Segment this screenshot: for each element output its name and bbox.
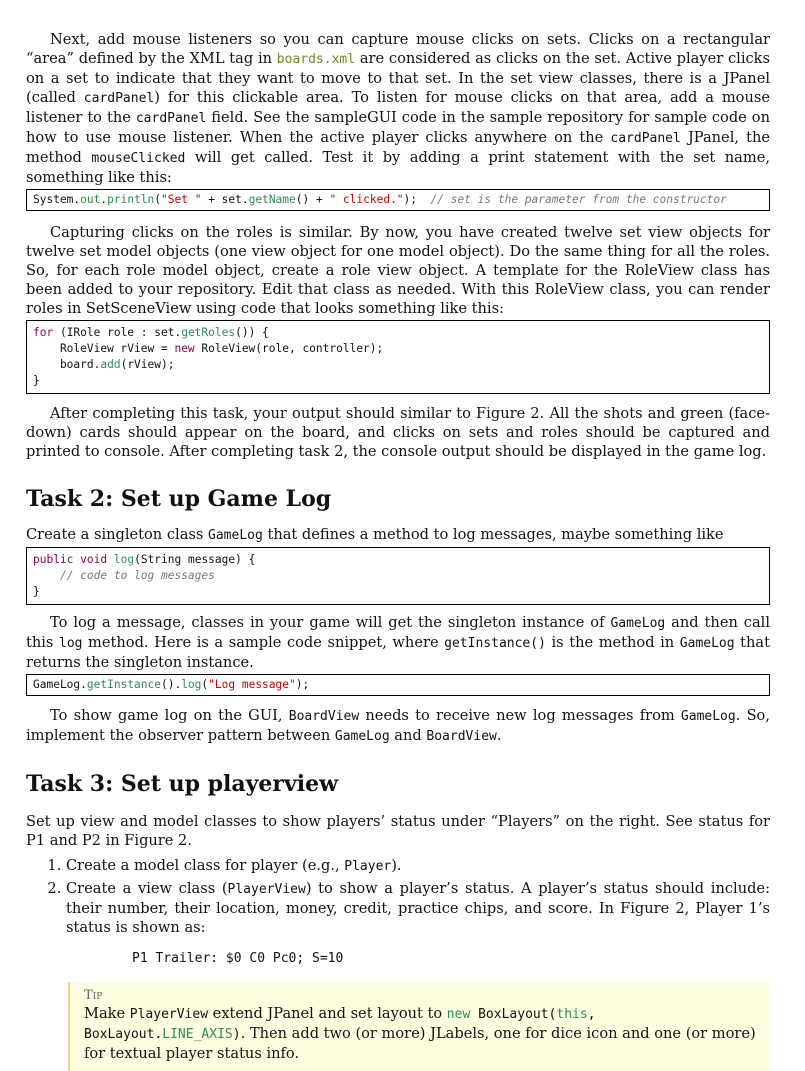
list-item: 1. Create a model class for player (e.g., Player).: [66, 856, 770, 876]
code-block-roles: for (IRole role : set.getRoles()) { RoleView rView = new RoleView(role, controller); board.add(rView); }: [26, 320, 770, 394]
code-block-println: System.out.println("Set " + set.getName() + " clicked."); // set is the parameter from the constructor: [26, 189, 770, 211]
paragraph-gamelog-intro: Create a singleton class GameLog that defines a method to log messages, maybe something like: [26, 526, 724, 543]
inline-code: cardPanel: [135, 111, 207, 126]
inline-code: cardPanel: [83, 91, 155, 106]
tip-box: [68, 982, 770, 1071]
paragraph-roles: Capturing clicks on the roles is similar. By now, you have created twelve set view objects for twelve set model objects (one view object for one model object). Do the same thing for all the roles. So, for each role model object, create a role view object. A template for the RoleView class has been added to your repository. Edit that class as needed. With this RoleView class, you can render roles in SetSceneView using code that looks something like this:: [26, 224, 770, 317]
paragraph-mouse-listeners: Next, add mouse listeners so you can capture mouse clicks on sets. Clicks on a rectangular “area” defined by the XML tag in boards.xml are considered as clicks on the set. Active player clicks on a set to indicate that they want to move to that set. In the set view classes, there is a JPanel (called cardPanel) for this clickable area. To listen for mouse clicks on that area, add a mouse listener to the cardPanel field. See the sampleGUI code in the sample repository for sample code on how to use mouse listener. When the active player clicks anywhere on the cardPanel JPanel, the method mouseClicked will get called. Test it by adding a print statement with the set name, something like this:: [26, 31, 771, 186]
paragraph-observer: To show game log on the GUI, BoardView needs to receive new log messages from GameLog. So, implement the observer pattern between GameLog and BoardView.: [26, 707, 770, 744]
document-page: [26, 0, 770, 1071]
paragraph-gamelog-usage: To log a message, classes in your game will get the singleton instance of GameLog and then call this log method. Here is a sample code snippet, where getInstance() is the method in GameLog that returns the singleton instance.: [26, 614, 770, 671]
code-block-log-call: GameLog.getInstance().log("Log message");: [26, 674, 770, 696]
section-heading-task2: Task 2: Set up Game Log: [26, 486, 332, 512]
tip-title: Tip: [84, 988, 103, 1003]
inline-code: boards.xml: [276, 52, 356, 67]
inline-code: cardPanel: [610, 131, 681, 146]
code-block-log-method: public void log(String message) { // code to log messages }: [26, 547, 770, 605]
section-heading-task3: Task 3: Set up playerview: [26, 771, 339, 797]
inline-code: mouseClicked: [91, 151, 186, 166]
numbered-list: [26, 856, 770, 937]
player-status-example: P1 Trailer: $0 C0 Pc0; S=10: [132, 951, 344, 966]
tip-text: Make PlayerView extend JPanel and set layout to new BoxLayout(this, BoxLayout.LINE_AXIS). Then add two (or more) JLabels, one for dice icon and one (or more) for textual player status info.: [84, 1005, 756, 1062]
list-item: 2. Create a view class (PlayerView) to show a player’s status. A player’s status should include: their number, their location, money, credit, practice chips, and score. In Figure 2, Player 1’s status is shown as:: [66, 879, 770, 937]
paragraph-after-task: After completing this task, your output should similar to Figure 2. All the shots and green (face-down) cards should appear on the board, and clicks on sets and roles should be captured and printed to console. After completing task 2, the console output should be displayed in the game log.: [26, 405, 770, 460]
paragraph-playerview-intro: Set up view and model classes to show players’ status under “Players” on the right. See status for P1 and P2 in Figure 2.: [26, 813, 770, 849]
